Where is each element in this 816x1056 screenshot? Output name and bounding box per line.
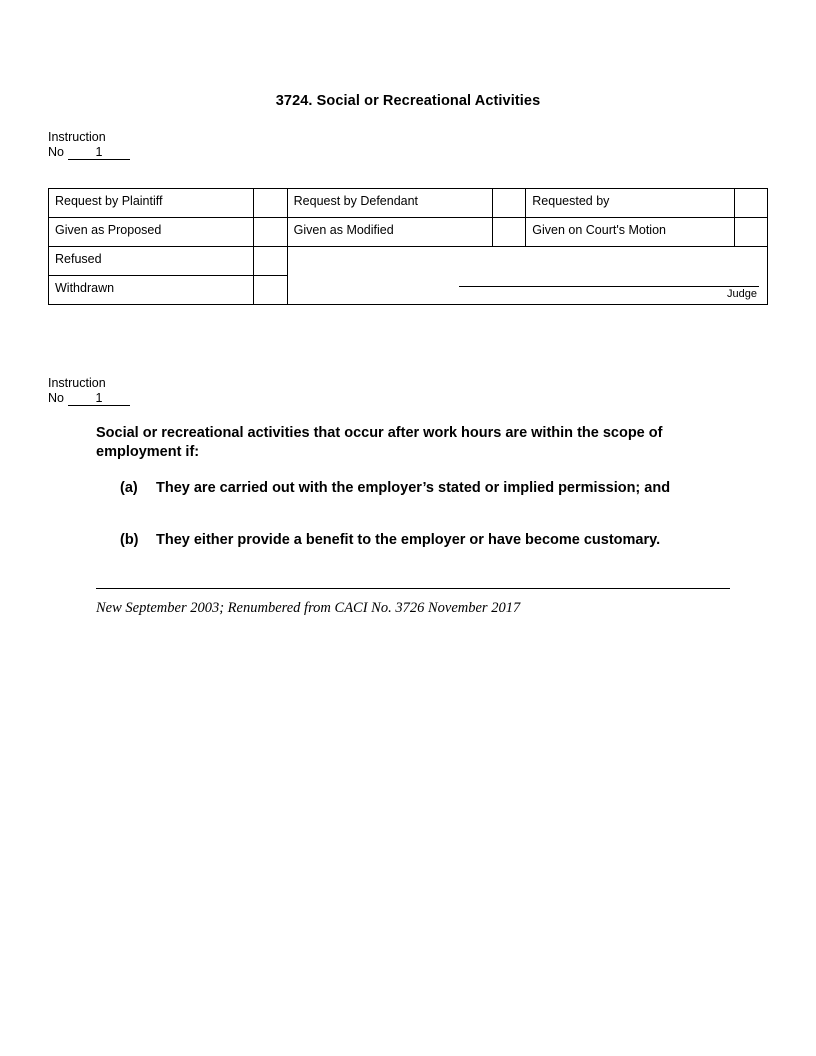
cell-refused: Refused (49, 247, 254, 276)
checkbox-request-by-plaintiff[interactable] (254, 189, 287, 218)
horizontal-divider (96, 588, 730, 589)
list-item-text: They either provide a benefit to the employer or have become customary. (156, 532, 661, 548)
instruction-number-field[interactable]: 1 (68, 145, 130, 160)
checkbox-given-as-modified[interactable] (493, 218, 526, 247)
checkbox-refused[interactable] (254, 247, 287, 276)
signature-cell[interactable] (287, 247, 767, 305)
cell-requested-by: Requested by (526, 189, 734, 218)
instruction-no-label: No (48, 391, 64, 405)
table-row (49, 189, 768, 218)
list-item (120, 531, 720, 550)
checkbox-requested-by[interactable] (734, 189, 767, 218)
instruction-label: Instruction (48, 376, 106, 390)
list-item-marker: (b) (120, 532, 139, 548)
source-note: New September 2003; Renumbered from CACI No. 3726 November 2017 (96, 600, 521, 616)
checkbox-given-as-proposed[interactable] (254, 218, 287, 247)
disposition-table (48, 188, 768, 305)
checkbox-request-by-defendant[interactable] (493, 189, 526, 218)
instruction-number-block-bottom (48, 376, 130, 406)
cell-withdrawn: Withdrawn (49, 276, 254, 305)
signature-label: Judge (727, 288, 757, 300)
signature-area (459, 286, 759, 300)
checkbox-given-on-courts-motion[interactable] (734, 218, 767, 247)
list-item-text: They are carried out with the employer’s stated or implied permission; and (156, 480, 671, 496)
list-item-marker: (a) (120, 480, 138, 496)
table-row (49, 218, 768, 247)
signature-line[interactable] (459, 286, 759, 287)
instruction-label: Instruction (48, 130, 106, 144)
page-title: 3724. Social or Recreational Activities (275, 93, 541, 109)
instruction-number-block-top (48, 130, 130, 160)
checkbox-withdrawn[interactable] (254, 276, 287, 305)
list-item (120, 479, 720, 498)
cell-given-as-proposed: Given as Proposed (49, 218, 254, 247)
cell-given-as-modified: Given as Modified (287, 218, 492, 247)
instruction-no-label: No (48, 145, 64, 159)
instruction-lead-text: Social or recreational activities that occur after work hours are within the scope of employment if: (96, 425, 663, 460)
cell-request-by-plaintiff: Request by Plaintiff (49, 189, 254, 218)
cell-request-by-defendant: Request by Defendant (287, 189, 492, 218)
instruction-number-field[interactable]: 1 (68, 391, 130, 406)
table-row (49, 247, 768, 276)
cell-given-on-courts-motion: Given on Court's Motion (526, 218, 734, 247)
